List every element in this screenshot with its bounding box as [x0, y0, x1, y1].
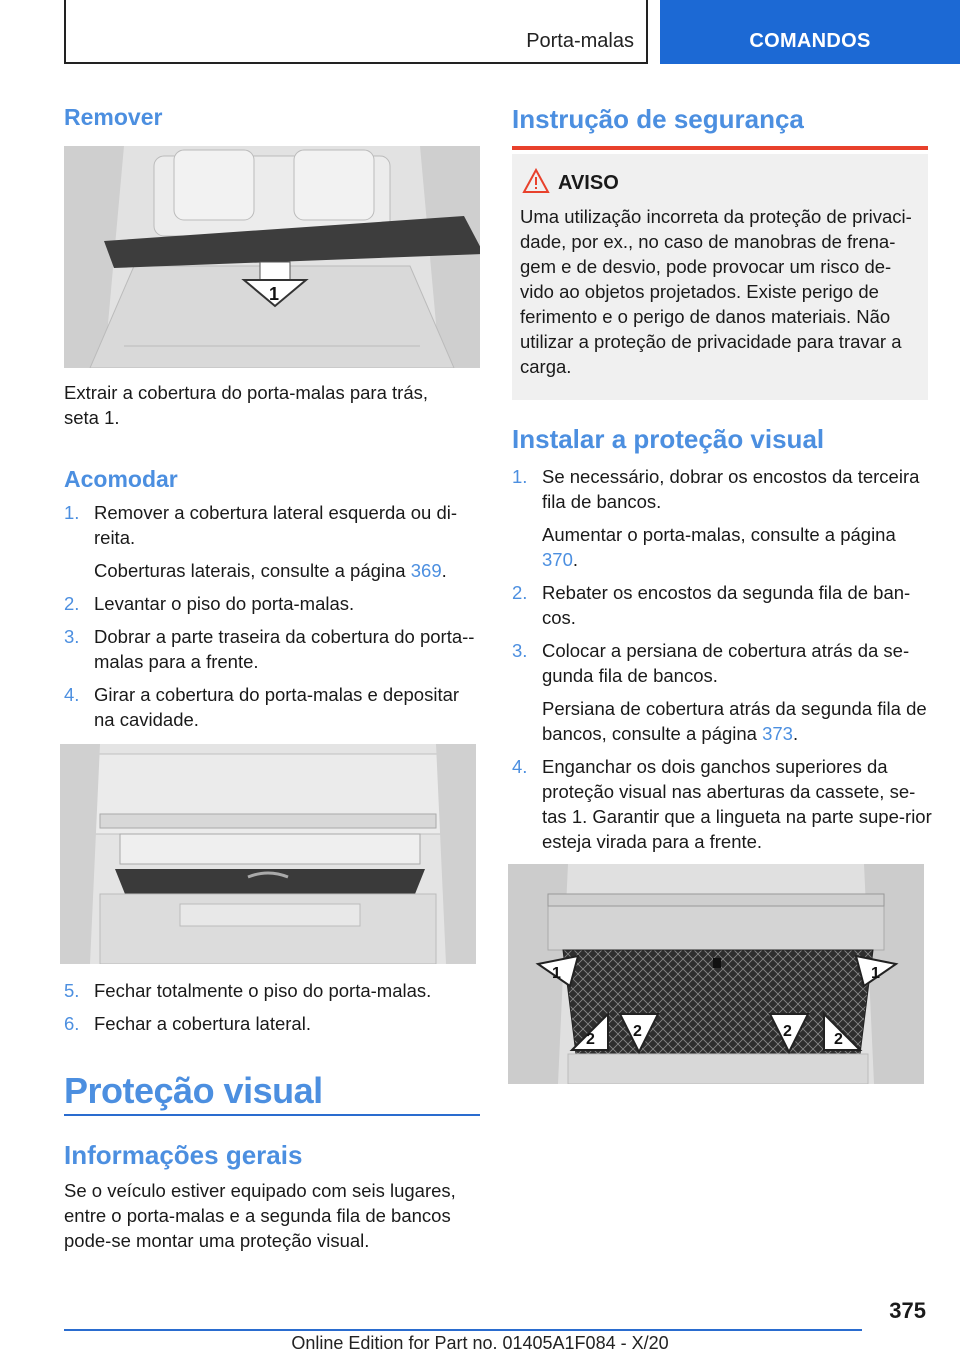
warning-triangle-icon	[522, 168, 550, 194]
acomodar-step: 4. Girar a cobertura do porta-malas e depositar na cavidade.	[64, 684, 460, 730]
figure-net-label-1-left: 1	[552, 965, 561, 982]
figure-net-label-2-c: 2	[783, 1023, 792, 1040]
warning-box	[512, 154, 928, 400]
acomodar-steps-continued	[64, 978, 480, 1044]
figure-stored-cover-illustration	[60, 744, 476, 964]
figure-net-label-1-right: 1	[871, 965, 880, 982]
acomodar-steps	[64, 500, 480, 740]
instrucao-seguranca-heading: Instrução de segurança	[512, 104, 804, 134]
header-section-label: Porta-malas	[526, 30, 634, 52]
figure-net-install-illustration	[508, 864, 924, 1084]
figure-remove-arrow-label: 1	[269, 284, 280, 304]
header-chapter-tab	[660, 0, 960, 64]
page-link-373[interactable]: 373	[762, 723, 793, 744]
safety-rule	[512, 146, 928, 150]
page-link-370[interactable]: 370	[542, 549, 573, 570]
figure-remove-cover-illustration	[64, 146, 480, 368]
figure-remove-cover	[64, 146, 480, 368]
footer-edition: Online Edition for Part no. 01405A1F084 - X/20	[291, 1333, 669, 1353]
remover-caption: Extrair a cobertura do porta-malas para trás, seta 1.	[64, 382, 428, 428]
instalar-step: 1. Se necessário, dobrar os encostos da terceira fila de bancos. Aumentar o porta-malas, consulte a página 370.	[512, 466, 920, 570]
instalar-protecao-heading: Instalar a proteção visual	[512, 424, 825, 454]
informacoes-gerais-text: Se o veículo estiver equipado com seis lugares, entre o porta-malas e a segunda fila de bancos pode-se montar uma proteção visual.	[64, 1180, 456, 1251]
acomodar-step: 3. Dobrar a parte traseira da cobertura do porta--malas para a frente.	[64, 626, 475, 672]
figure-stored-cover	[60, 744, 476, 964]
acomodar-step: 1. Remover a cobertura lateral esquerda ou di-reita. Coberturas laterais, consulte a página 369.	[64, 502, 457, 581]
instalar-step: 3. Colocar a persiana de cobertura atrás da se-gunda fila de bancos. Persiana de cobertura atrás da segunda fila de bancos, consulte a página 373.	[512, 640, 927, 744]
acomodar-heading: Acomodar	[64, 466, 178, 492]
header-chapter-label: COMANDOS	[749, 30, 871, 52]
acomodar-step: 5. Fechar totalmente o piso do porta-malas.	[64, 980, 432, 1001]
remover-heading: Remover	[64, 104, 163, 130]
section-rule	[64, 1114, 480, 1116]
instalar-steps	[512, 464, 932, 862]
instalar-step: 4. Enganchar os dois ganchos superiores da proteção visual nas aberturas da cassete, se-tas 1. Garantir que a lingueta na parte supe-rior esteja virada para a frente.	[512, 756, 932, 852]
footer-rule	[64, 1329, 862, 1331]
protecao-visual-heading: Proteção visual	[64, 1070, 323, 1111]
instalar-step: 2. Rebater os encostos da segunda fila de ban-cos.	[512, 582, 911, 628]
figure-net-label-2-a: 2	[586, 1031, 595, 1048]
figure-net-install	[508, 864, 924, 1084]
acomodar-step: 6. Fechar a cobertura lateral.	[64, 1013, 311, 1034]
page-number: 375	[889, 1298, 926, 1323]
warning-label: AVISO	[558, 172, 619, 194]
acomodar-step: 2. Levantar o piso do porta-malas.	[64, 593, 355, 614]
header-section-tab	[64, 0, 648, 64]
figure-net-label-2-b: 2	[633, 1023, 642, 1040]
page-link-369[interactable]: 369	[410, 560, 442, 581]
warning-text: Uma utilização incorreta da proteção de privaci-dade, por ex., no caso de manobras de frena-gem e de desvio, pode provocar um risco de-vido ao objetos projetados. Existe perigo de ferimento e o perigo de danos materiais. Não utilizar a proteção de privacidade para travar a carga.	[520, 206, 912, 377]
informacoes-gerais-heading: Informações gerais	[64, 1140, 303, 1170]
figure-net-label-2-d: 2	[834, 1031, 843, 1048]
